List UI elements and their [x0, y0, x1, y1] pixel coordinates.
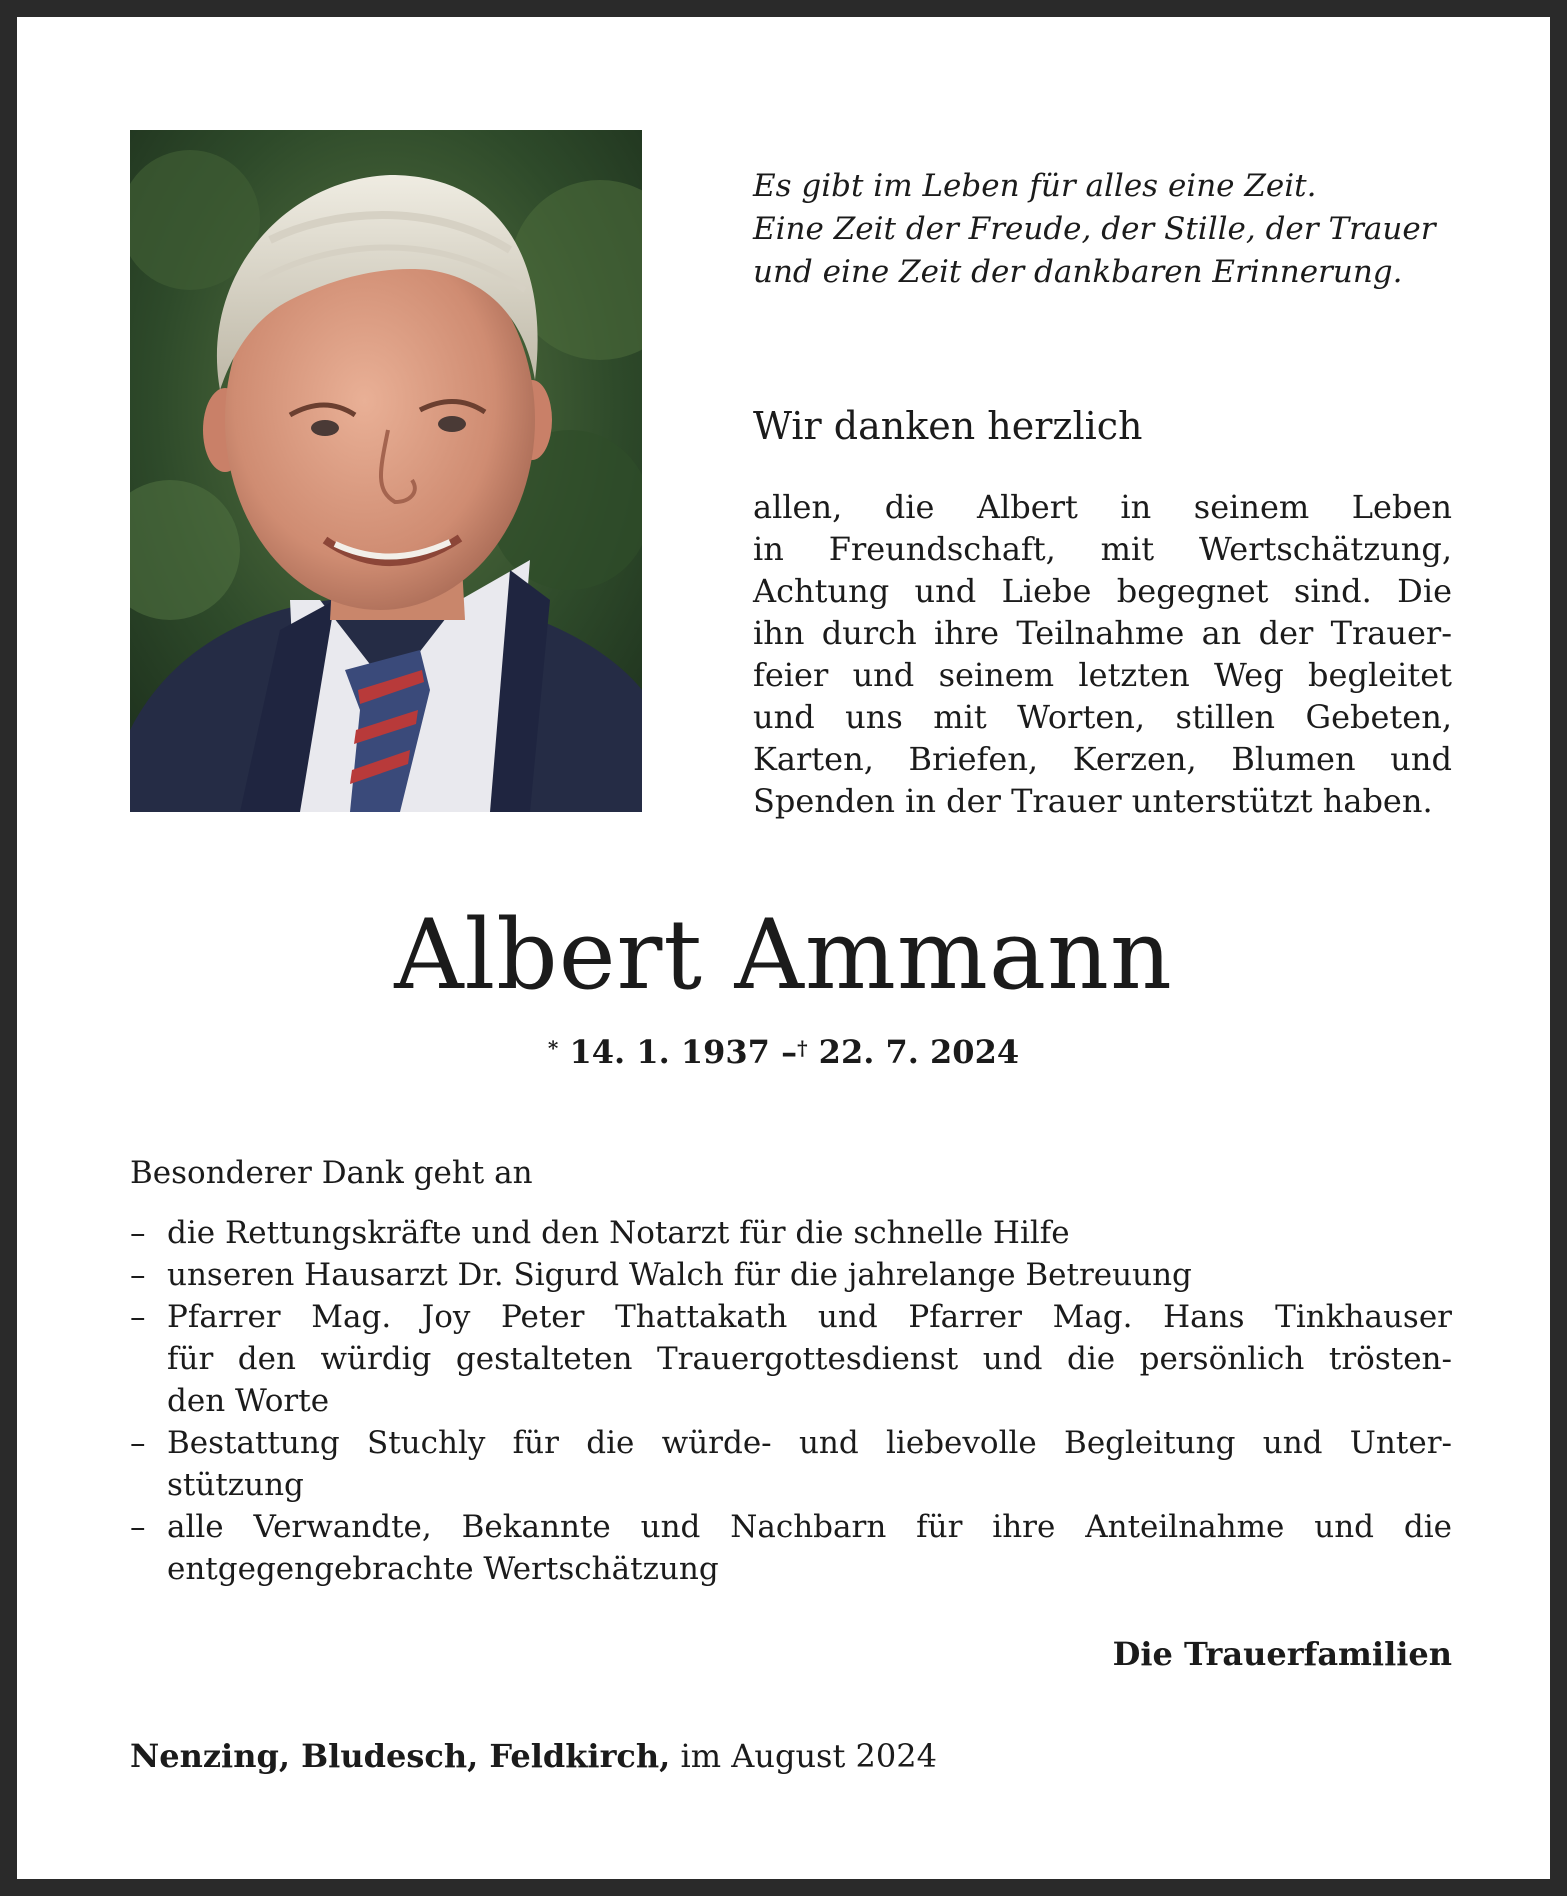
list-item-line: alle Verwandte, Bekannte und Nachbarn für ihre Anteilnahme und die: [167, 1509, 1452, 1545]
death-symbol: †: [797, 1036, 808, 1060]
thanks-paragraph: [753, 486, 1452, 822]
obituary-notice: [17, 17, 1550, 1879]
deceased-name: Albert Ammann: [394, 899, 1173, 1011]
thanks-line: Karten, Briefen, Kerzen, Blumen und: [753, 740, 1452, 778]
list-item-line: entgegengebrachte Wertschätzung: [167, 1551, 719, 1587]
special-thanks-list: [130, 1212, 1452, 1590]
portrait-illustration: [130, 130, 642, 812]
date-separator: –: [781, 1033, 798, 1071]
list-dash: –: [130, 1257, 146, 1293]
thanks-line: ihn durch ihre Teilnahme an der Trauer-: [753, 614, 1452, 652]
quote-text: [753, 165, 1473, 294]
list-item-line: die Rettungskräfte und den Notarzt für die schnelle Hilfe: [167, 1215, 1070, 1251]
life-dates: [17, 1030, 1550, 1074]
quote-line: Es gibt im Leben für alles eine Zeit.: [753, 168, 1317, 204]
list-dash: –: [130, 1299, 146, 1335]
list-item: [130, 1254, 1452, 1296]
quote-line: Eine Zeit der Freude, der Stille, der Trauer: [753, 211, 1436, 247]
death-date: 22. 7. 2024: [818, 1033, 1020, 1071]
list-item-line: Bestattung Stuchly für die würde- und liebevolle Begleitung und Unter-: [167, 1425, 1452, 1461]
list-dash: –: [130, 1215, 146, 1251]
thanks-line: Achtung und Liebe begegnet sind. Die: [753, 572, 1452, 610]
thanks-line: feier und seinem letzten Weg begleitet: [753, 656, 1452, 694]
list-item: [130, 1506, 1452, 1590]
portrait-photo: [130, 130, 642, 812]
thanks-line: und uns mit Worten, stillen Gebeten,: [753, 698, 1452, 736]
list-item-line: stützung: [167, 1467, 304, 1503]
thanks-line: in Freundschaft, mit Wertschätzung,: [753, 530, 1452, 568]
list-item-line: Pfarrer Mag. Joy Peter Thattakath und Pfarrer Mag. Hans Tinkhauser: [167, 1299, 1452, 1335]
birth-symbol: *: [547, 1036, 559, 1060]
list-item-line: den Worte: [167, 1383, 330, 1419]
birth-date: 14. 1. 1937: [569, 1033, 770, 1071]
signature: Die Trauerfamilien: [1112, 1635, 1452, 1673]
list-dash: –: [130, 1425, 146, 1461]
thanks-line: Spenden in der Trauer unterstützt haben.: [753, 782, 1433, 820]
notice-date: im August 2024: [680, 1737, 937, 1775]
list-item: [130, 1422, 1452, 1506]
list-dash: –: [130, 1509, 146, 1545]
thanks-line: allen, die Albert in seinem Leben: [753, 488, 1452, 526]
place-and-date: [130, 1734, 937, 1778]
special-thanks-heading: Besonderer Dank geht an: [130, 1155, 533, 1191]
thanks-heading: Wir danken herzlich: [753, 404, 1143, 448]
list-item-line: unseren Hausarzt Dr. Sigurd Walch für die jahrelange Betreuung: [167, 1257, 1192, 1293]
list-item: [130, 1212, 1452, 1254]
quote-line: und eine Zeit der dankbaren Erinnerung.: [753, 254, 1403, 290]
places: Nenzing, Bludesch, Feldkirch,: [130, 1737, 671, 1775]
list-item: [130, 1296, 1452, 1422]
list-item-line: für den würdig gestalteten Trauergottesdienst und die persönlich trösten-: [167, 1341, 1452, 1377]
